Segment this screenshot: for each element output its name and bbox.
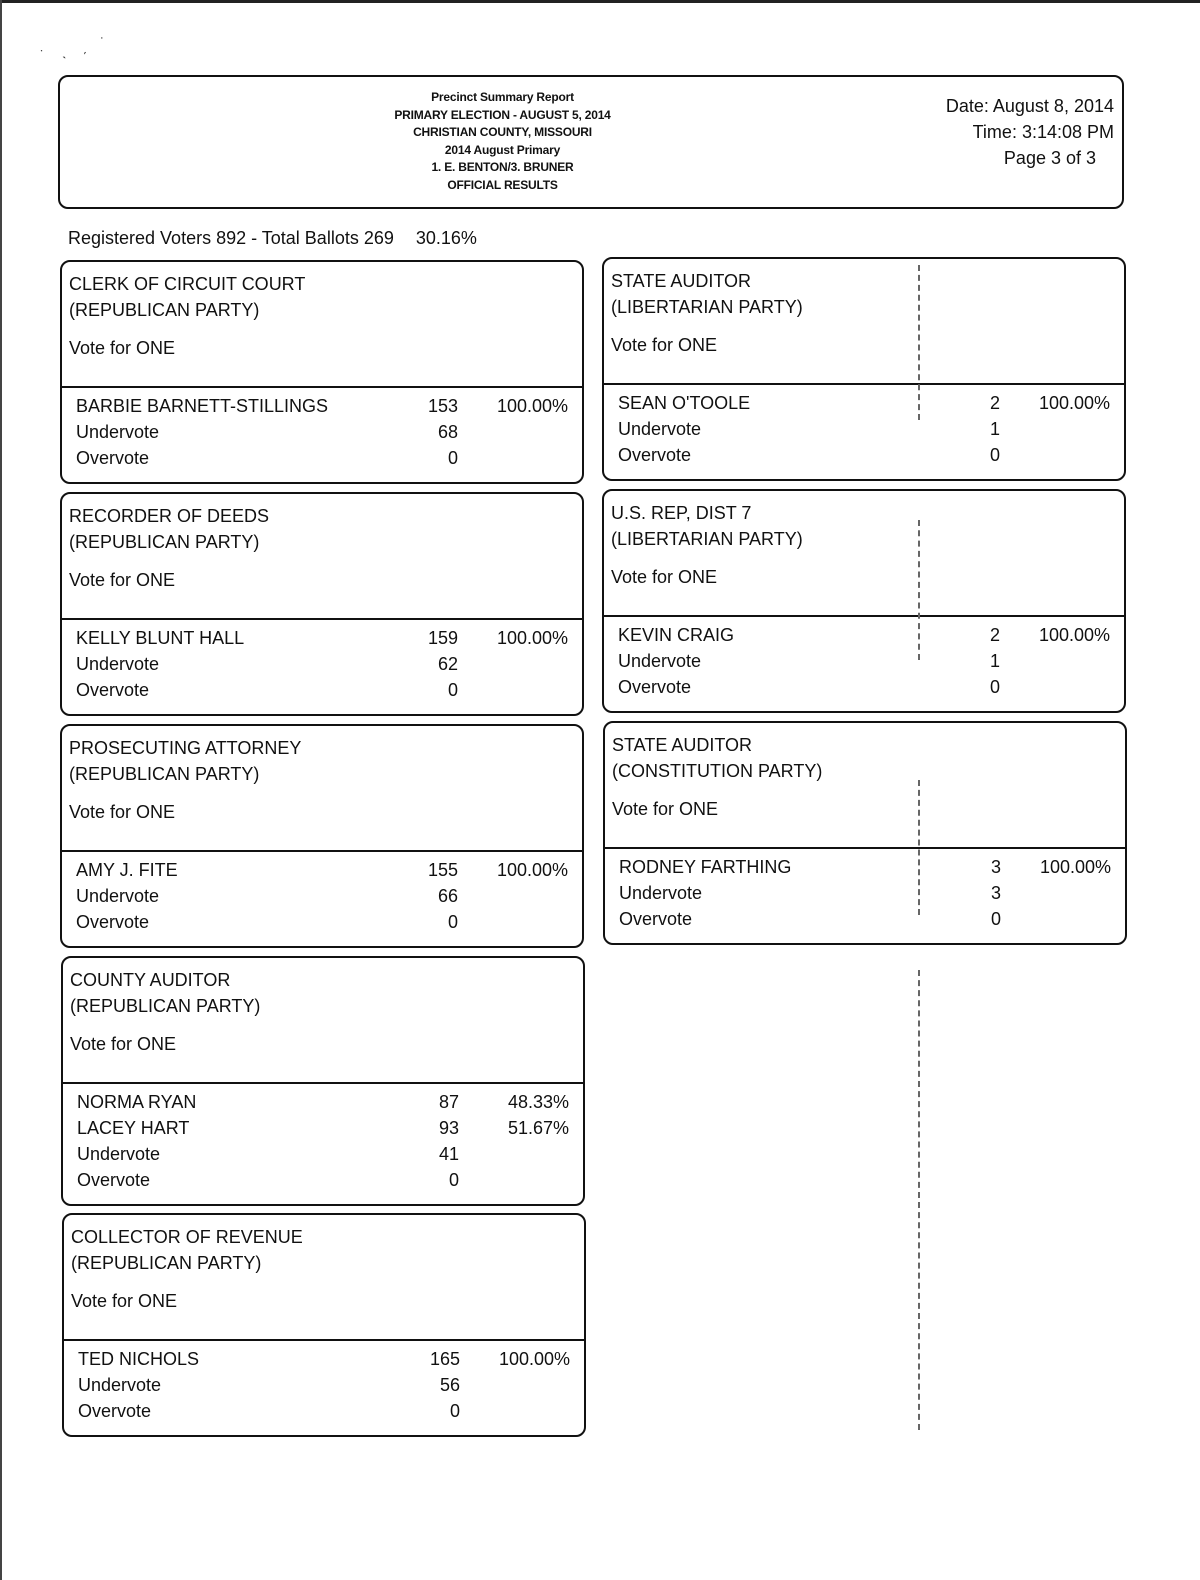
vote-percent: 100.00% <box>496 628 568 648</box>
turnout-summary <box>68 228 477 249</box>
race-header <box>604 491 1124 617</box>
result-row <box>62 628 582 654</box>
race-vote-for: Vote for ONE <box>69 338 176 358</box>
race-party: (REPUBLICAN PARTY) <box>69 764 260 784</box>
race-county-auditor <box>61 956 585 1206</box>
candidate-name: AMY J. FITE <box>76 860 178 880</box>
voter-totals: Registered Voters 892 - Total Ballots 269 <box>68 228 394 248</box>
scan-streak <box>918 970 920 1430</box>
candidate-name: Undervote <box>76 422 160 442</box>
vote-count: 0 <box>989 677 1000 697</box>
vote-count: 0 <box>448 1170 459 1190</box>
vote-count: 2 <box>989 625 1000 645</box>
scan-top-edge <box>0 0 1200 3</box>
race-results <box>604 617 1124 711</box>
page-number: Page 3 of 3 <box>1003 148 1096 168</box>
candidate-name: Undervote <box>76 886 160 906</box>
race-results <box>64 1341 584 1435</box>
candidate-name: Overvote <box>618 445 692 465</box>
result-row <box>62 912 582 938</box>
vote-count: 87 <box>438 1092 459 1112</box>
race-results <box>63 1084 583 1204</box>
scan-streak <box>918 780 920 915</box>
race-vote-for: Vote for ONE <box>69 570 176 590</box>
result-row <box>63 1092 583 1118</box>
vote-percent: 100.00% <box>1038 393 1110 413</box>
vote-count: 3 <box>990 857 1001 877</box>
result-row <box>604 677 1124 703</box>
race-results <box>605 849 1125 943</box>
race-us-rep-dist-7 <box>602 489 1126 713</box>
candidate-name: Undervote <box>619 883 703 903</box>
vote-count: 3 <box>990 883 1001 903</box>
result-row <box>604 625 1124 651</box>
race-header <box>605 723 1125 849</box>
candidate-name: Undervote <box>76 654 160 674</box>
candidate-name: KELLY BLUNT HALL <box>76 628 245 648</box>
result-row <box>64 1401 584 1427</box>
vote-count: 62 <box>437 654 458 674</box>
scan-streak <box>918 520 920 660</box>
candidate-name: Overvote <box>618 677 692 697</box>
race-title: U.S. REP, DIST 7 <box>611 503 752 523</box>
vote-percent: 100.00% <box>496 860 568 880</box>
race-title: COLLECTOR OF REVENUE <box>71 1227 303 1247</box>
result-row <box>64 1375 584 1401</box>
vote-count: 0 <box>447 912 458 932</box>
race-prosecuting-attorney <box>60 724 584 948</box>
scan-left-edge <box>0 0 2 1580</box>
candidate-name: Overvote <box>78 1401 152 1421</box>
race-header <box>604 259 1124 385</box>
race-vote-for: Vote for ONE <box>70 1034 177 1054</box>
result-row <box>62 886 582 912</box>
race-vote-for: Vote for ONE <box>611 335 718 355</box>
race-title: STATE AUDITOR <box>611 271 752 291</box>
candidate-name: SEAN O'TOOLE <box>618 393 751 413</box>
vote-count: 0 <box>990 909 1001 929</box>
report-time: Time: 3:14:08 PM <box>972 122 1114 142</box>
race-collector-of-revenue <box>62 1213 586 1437</box>
race-party: (CONSTITUTION PARTY) <box>612 761 823 781</box>
vote-count: 1 <box>989 419 1000 439</box>
result-row <box>63 1144 583 1170</box>
result-row <box>62 680 582 706</box>
race-state-auditor-constitution <box>603 721 1127 945</box>
vote-count: 66 <box>437 886 458 906</box>
result-row <box>62 654 582 680</box>
race-header <box>64 1215 584 1341</box>
candidate-name: BARBIE BARNETT-STILLINGS <box>76 396 329 416</box>
race-vote-for: Vote for ONE <box>612 799 719 819</box>
county-name: CHRISTIAN COUNTY, MISSOURI <box>413 125 592 139</box>
vote-count: 165 <box>429 1349 460 1369</box>
race-title: CLERK OF CIRCUIT COURT <box>69 274 306 294</box>
report-header-info <box>360 89 645 194</box>
vote-percent: 51.67% <box>507 1118 569 1138</box>
vote-count: 0 <box>447 680 458 700</box>
vote-count: 68 <box>437 422 458 442</box>
candidate-name: LACEY HART <box>77 1118 190 1138</box>
candidate-name: Undervote <box>78 1375 162 1395</box>
vote-count: 0 <box>989 445 1000 465</box>
candidate-name: Undervote <box>77 1144 161 1164</box>
vote-percent: 100.00% <box>1039 857 1111 877</box>
candidate-name: Overvote <box>76 912 150 932</box>
vote-count: 153 <box>427 396 458 416</box>
vote-count: 155 <box>427 860 458 880</box>
report-header <box>58 75 1124 209</box>
result-row <box>604 393 1124 419</box>
candidate-name: NORMA RYAN <box>77 1092 197 1112</box>
report-meta <box>946 93 1114 171</box>
candidate-name: Overvote <box>77 1170 151 1190</box>
candidate-name: Overvote <box>619 909 693 929</box>
race-party: (REPUBLICAN PARTY) <box>69 300 260 320</box>
race-results <box>62 388 582 482</box>
race-results <box>62 852 582 946</box>
result-row <box>62 396 582 422</box>
race-vote-for: Vote for ONE <box>611 567 718 587</box>
candidate-name: Overvote <box>76 448 150 468</box>
race-party: (LIBERTARIAN PARTY) <box>611 297 803 317</box>
race-title: RECORDER OF DEEDS <box>69 506 270 526</box>
race-party: (REPUBLICAN PARTY) <box>70 996 261 1016</box>
result-row <box>604 445 1124 471</box>
result-row <box>605 883 1125 909</box>
candidate-name: KEVIN CRAIG <box>618 625 735 645</box>
scan-streak <box>918 265 920 420</box>
vote-count: 159 <box>427 628 458 648</box>
primary-name: 2014 August Primary <box>444 142 561 157</box>
race-state-auditor-libertarian <box>602 257 1126 481</box>
candidate-name: Overvote <box>76 680 150 700</box>
election-name: PRIMARY ELECTION - AUGUST 5, 2014 <box>394 107 611 122</box>
candidate-name: TED NICHOLS <box>78 1349 200 1369</box>
scan-mark: ˙ ˎ ˏ ˙ <box>39 32 114 64</box>
vote-count: 1 <box>989 651 1000 671</box>
race-vote-for: Vote for ONE <box>69 802 176 822</box>
result-row <box>604 419 1124 445</box>
race-header <box>62 262 582 388</box>
vote-percent: 100.00% <box>498 1349 570 1369</box>
vote-percent: 100.00% <box>496 396 568 416</box>
race-title: STATE AUDITOR <box>612 735 753 755</box>
vote-count: 0 <box>447 448 458 468</box>
vote-count: 93 <box>438 1118 459 1138</box>
results-status: OFFICIAL RESULTS <box>447 177 558 192</box>
race-header <box>62 494 582 620</box>
race-header <box>62 726 582 852</box>
vote-count: 41 <box>438 1144 459 1164</box>
precinct-name: 1. E. BENTON/3. BRUNER <box>431 160 574 174</box>
report-title: Precinct Summary Report <box>431 90 574 104</box>
result-row <box>62 422 582 448</box>
candidate-name: Undervote <box>618 651 702 671</box>
report-date: Date: August 8, 2014 <box>945 96 1114 116</box>
result-row <box>605 857 1125 883</box>
result-row <box>63 1170 583 1196</box>
race-results <box>604 385 1124 479</box>
result-row <box>62 448 582 474</box>
race-title: COUNTY AUDITOR <box>70 970 231 990</box>
vote-percent: 48.33% <box>507 1092 569 1112</box>
result-row <box>604 651 1124 677</box>
result-row <box>64 1349 584 1375</box>
race-header <box>63 958 583 1084</box>
race-results <box>62 620 582 714</box>
candidate-name: RODNEY FARTHING <box>619 857 792 877</box>
vote-count: 56 <box>439 1375 460 1395</box>
vote-count: 0 <box>449 1401 460 1421</box>
candidate-name: Undervote <box>618 419 702 439</box>
race-party: (REPUBLICAN PARTY) <box>69 532 260 552</box>
race-vote-for: Vote for ONE <box>71 1291 178 1311</box>
race-recorder-of-deeds <box>60 492 584 716</box>
result-row <box>605 909 1125 935</box>
race-title: PROSECUTING ATTORNEY <box>69 738 302 758</box>
result-row <box>62 860 582 886</box>
vote-count: 2 <box>989 393 1000 413</box>
result-row <box>63 1118 583 1144</box>
turnout-percent: 30.16% <box>415 228 477 248</box>
race-party: (REPUBLICAN PARTY) <box>71 1253 262 1273</box>
race-party: (LIBERTARIAN PARTY) <box>611 529 803 549</box>
race-clerk-of-circuit-court <box>60 260 584 484</box>
vote-percent: 100.00% <box>1038 625 1110 645</box>
